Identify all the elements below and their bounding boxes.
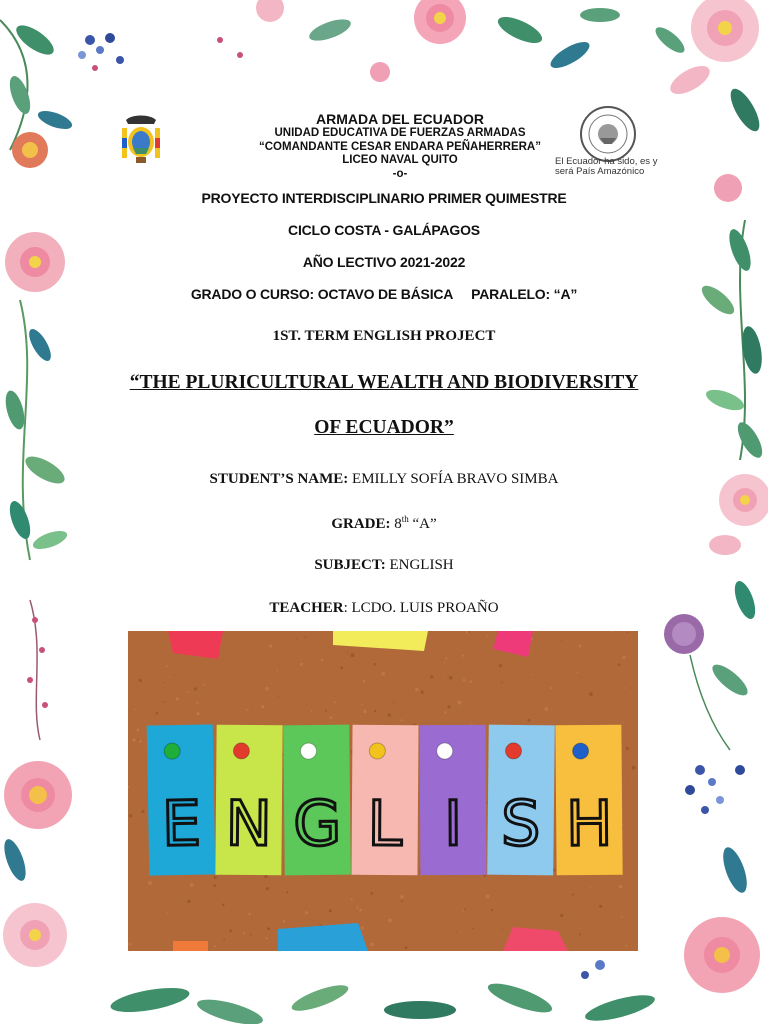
note-letter: N [225,786,273,861]
grade-number: 8 [390,516,402,532]
header-line-5: -o- [392,167,408,180]
sticky-note-g [283,725,351,876]
note-letter: S [500,786,541,861]
push-pin [300,743,316,759]
note-letter: H [565,786,613,861]
grade-suffix: th [401,514,409,524]
project-title-line-1: “THE PLURICULTURAL WEALTH AND BIODIVERSITY [129,372,639,393]
top-left-flowers [0,20,124,168]
top-center-flowers [217,0,620,82]
teacher-row [100,600,668,617]
header-line-3: “COMANDANTE CESAR ENDARA PEÑAHERRERA” [259,140,541,153]
grade-label: GRADE: [331,516,391,532]
sticky-note-n [215,725,282,876]
push-pin [164,743,180,759]
push-pin [573,743,589,759]
subject-row [100,557,668,574]
push-pin [437,743,453,759]
project-line-2: CICLO COSTA - GALÁPAGOS [288,222,480,238]
top-right-flowers [652,0,765,135]
sticky-note-s [487,725,555,876]
bottom-foliage [109,960,657,1024]
push-pin [369,743,385,759]
teacher-value: : LCDO. LUIS PROAÑO [343,600,499,616]
push-pin [505,743,521,759]
sticky-note-l [351,725,418,875]
english-corkboard-image [128,631,638,951]
teacher-label: TEACHER [269,600,344,616]
note-letter: G [292,786,342,861]
push-pin [233,743,249,759]
project-line-1: PROYECTO INTERDISCIPLINARIO PRIMER QUIMESTRE [201,190,567,206]
project-line-4: GRADO O CURSO: OCTAVO DE BÁSICA PARALELO: “A” [190,286,578,302]
header-line-2: UNIDAD EDUCATIVA DE FUERZAS ARMADAS [274,127,526,139]
sticky-note-e [147,724,216,875]
student-name-value: EMILLY SOFÍA BRAVO SIMBA [348,471,559,487]
seal-caption: El Ecuador ha sido, es y será País Amazónico [555,157,658,177]
note-letter: I [443,786,463,861]
student-name-label: STUDENT’S NAME: [209,471,349,487]
project-line-3: AÑO LECTIVO 2021-2022 [302,254,466,270]
project-title-line-2: OF ECUADOR” [314,417,454,438]
sticky-note-h [555,725,622,876]
student-name-row [100,471,668,488]
sticky-note-i [420,725,487,875]
subject-value: ENGLISH [385,557,454,573]
term-heading: 1ST. TERM ENGLISH PROJECT [272,328,496,344]
header-line-4: LICEO NAVAL QUITO [342,154,458,166]
left-side-flowers [0,232,72,967]
sticky-notes [147,724,623,875]
header-line-1: ARMADA DEL ECUADOR [316,111,484,127]
institution-header [200,111,600,181]
subject-label: SUBJECT: [314,557,386,573]
coat-of-arms-logo [118,114,164,166]
note-letter: L [367,786,403,861]
grade-section: “A” [408,516,437,532]
right-side-flowers [664,174,768,993]
note-letter: E [161,786,202,861]
bottom-note-scrap-3 [173,941,208,951]
grade-row [100,514,668,533]
